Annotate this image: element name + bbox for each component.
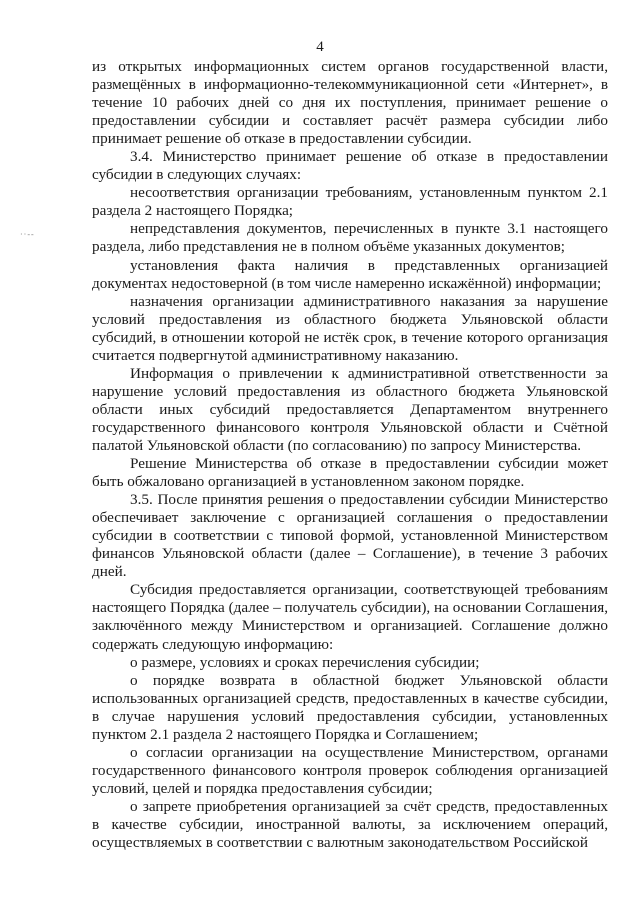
agreement-item-refund: о порядке возврата в областной бюджет Ульяновской области использованных организацией средств, предоставленных в качестве субсидии, в случае нарушения условий предоставления субсидии, установленных пунктом 2.1 раздела 2 настоящего Порядка и Соглашением; xyxy=(92,671,608,743)
agreement-item-inspection-consent: о согласии организации на осуществление Министерством, органами государственного финансового контроля проверок соблюдения организацией условий, целей и порядка предоставления субсидии; xyxy=(92,743,608,797)
document-body xyxy=(92,58,608,852)
refusal-reason-documents: непредставления документов, перечисленных в пункте 3.1 настоящего раздела, либо представления не в полном объёме указанных документов; xyxy=(92,220,608,256)
agreement-item-amount-terms: о размере, условиях и сроках перечисления субсидии; xyxy=(130,653,480,671)
refusal-reason-noncompliance: несоответствия организации требованиям, установленным пунктом 2.1 раздела 2 настоящего Порядка; xyxy=(92,184,608,220)
page-number: 4 xyxy=(316,39,324,55)
paragraph-3-4-intro: 3.4. Министерство принимает решение об отказе в предоставлении субсидии в следующих случаях: xyxy=(92,148,608,184)
paragraph-continuation: из открытых информационных систем органов государственной власти, размещённых в информационно-телекоммуникационной сети «Интернет», в течение 10 рабочих дней со дня их поступления, принимает решение о предоставлении субсидии и составляет расчёт размера субсидии либо принимает решение об отказе в предоставлении субсидии. xyxy=(92,58,608,148)
refusal-reason-false-info: установления факта наличия в представленных организацией документах недостоверной (в том числе намеренно искажённой) информации; xyxy=(92,256,608,292)
paragraph-3-5-agreement: 3.5. После принятия решения о предоставлении субсидии Министерство обеспечивает заключение с организацией соглашения о предоставлении субсидии в соответствии с типовой формой, установленной Министерством финансов Ульяновской области (далее – Соглашение), в течение 3 рабочих дней. xyxy=(92,491,608,581)
refusal-reason-administrative-penalty: назначения организации административного наказания за нарушение условий предоставления из областного бюджета Ульяновской области субсидий, в отношении которой не истёк срок, в течение которого организация считается подвергнутой административному наказанию. xyxy=(92,292,608,364)
scan-artifact-mark: ··-- xyxy=(20,230,35,239)
agreement-item-currency-ban: о запрете приобретения организацией за счёт средств, предоставленных в качестве субсидии, иностранной валюты, за исключением операций, осуществляемых в соответствии с валютным законодательством Российской xyxy=(92,797,608,852)
paragraph-subsidy-provision: Субсидия предоставляется организации, соответствующей требованиям настоящего Порядка (далее – получатель субсидии), на основании Соглашения, заключённого между Министерством и организацией. Соглашение должно содержать следующую информацию: xyxy=(92,581,608,653)
paragraph-liability-information: Информация о привлечении к административной ответственности за нарушение условий предоставления из областного бюджета Ульяновской области иных субсидий предоставляется Департаментом внутреннего государственного финансового контроля Ульяновской области и Счётной палатой Ульяновской области (по согласованию) по запросу Министерства. xyxy=(92,364,608,454)
paragraph-appeal: Решение Министерства об отказе в предоставлении субсидии может быть обжаловано организацией в установленном законом порядке. xyxy=(92,455,608,491)
